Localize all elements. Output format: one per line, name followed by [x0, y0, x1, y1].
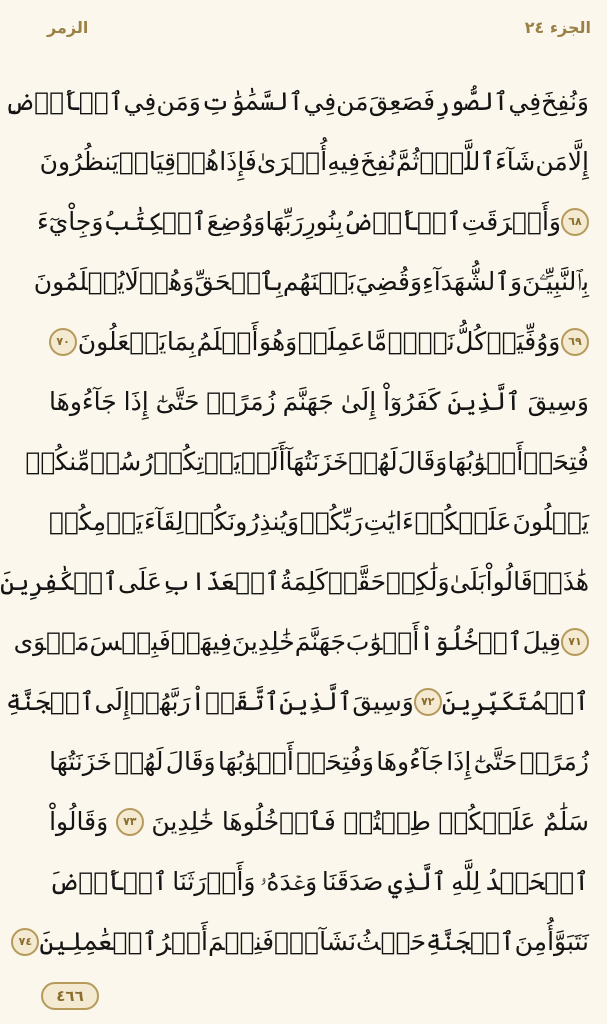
quran-word: بِٱلنَّبِيِّـۧنَ	[522, 267, 589, 296]
quran-word: فِيهِ	[327, 147, 361, 176]
ayah-number-marker: ٧٢	[414, 688, 442, 716]
quran-word: أَعۡلَمُ	[196, 327, 259, 356]
quran-word: ٱلۡحَمۡدُ	[485, 867, 589, 896]
quran-word: فُتِحَتۡ	[523, 447, 589, 476]
quran-word: أُخۡرَىٰ	[256, 147, 328, 176]
quran-word: ٱلسَّمَٰوَٰتِ	[200, 87, 304, 116]
quran-word: ٱلۡعَٰمِلِينَ	[39, 927, 158, 956]
quran-word: حَتَّىٰٓ	[473, 747, 518, 776]
quran-word: ٱلۡأَرۡضَ	[49, 867, 168, 896]
quran-word: وَسِيقَ	[527, 387, 589, 416]
quran-word: وَوُفِّيَتۡ	[486, 327, 561, 356]
surah-name: الزمر	[47, 17, 89, 37]
quran-word: بَيۡنَهُم	[282, 267, 356, 296]
quran-word: وَقَالُواْ	[49, 807, 109, 836]
quran-word: كُلُّ	[455, 327, 487, 356]
quran-word: يَأۡتِكُمۡ	[153, 447, 241, 476]
text-line	[36, 192, 589, 252]
quran-word: فِيهَاۖ	[170, 627, 232, 656]
quran-word: فَصَعِقَ	[368, 87, 436, 116]
quran-word: قِيَامٞ	[118, 147, 177, 176]
quran-word: رَبِّهَا	[265, 207, 304, 236]
quran-word: وَقَالَ	[165, 747, 216, 776]
ayah-number-marker: ٧٣	[116, 808, 144, 836]
quran-word: صَدَقَنَا	[321, 867, 384, 896]
quran-word: نُفِخَ	[360, 147, 396, 176]
text-line	[49, 312, 589, 372]
quran-word: بِٱلۡحَقِّ	[194, 267, 283, 296]
quran-word: ٱدۡخُلُوٓاْ	[419, 627, 523, 656]
quran-word: مَن	[535, 147, 568, 176]
quran-word: حَتَّىٰٓ	[155, 387, 200, 416]
quran-word: لِلَّهِ	[451, 867, 481, 896]
quran-word: عَلَى	[117, 567, 162, 596]
quran-word: خَٰلِدِينَ	[151, 807, 215, 836]
text-line	[0, 552, 589, 612]
quran-word: خَٰلِدِينَ	[231, 627, 295, 656]
quran-word: فَبِئۡسَ	[89, 627, 171, 656]
quran-word: طِبۡتُمۡ	[343, 807, 431, 836]
quran-word: ءَايَٰتِ	[363, 507, 414, 536]
quran-word: أَبۡوَٰبَ	[345, 627, 420, 656]
ayah-number-marker: ٧٤	[11, 928, 39, 956]
quran-word: ٱلۡأَرۡضُ	[343, 207, 462, 236]
quran-word: زُمَرًاۖ	[519, 747, 589, 776]
quran-word: جَآءُوهَا	[376, 747, 444, 776]
quran-word: وَهُوَ	[259, 327, 298, 356]
text-line	[4, 72, 589, 132]
quran-word: هُمۡ	[176, 147, 220, 176]
quran-word: ٱلۡأَرۡضِ	[4, 87, 124, 116]
quran-word: فَنِعۡمَ	[208, 927, 275, 956]
ayah-number-marker: ٧١	[561, 628, 589, 656]
ayah-number-marker: ٦٩	[561, 328, 589, 356]
text-line	[5, 672, 589, 732]
quran-word: رَبِّكُمۡ	[299, 507, 363, 536]
quran-word: مَّا	[366, 327, 388, 356]
quran-word: ٱلۡجَنَّةِ	[426, 927, 515, 956]
quran-word: لَا	[124, 267, 139, 296]
quran-word: نَفۡسٖ	[387, 327, 455, 356]
quran-word: لَهُمۡ	[114, 747, 164, 776]
quran-word: أَبۡوَٰبُهَا	[447, 447, 524, 476]
quran-word: وَأَشۡرَقَتِ	[461, 207, 561, 236]
quran-word: وَلَٰكِنۡ	[386, 567, 450, 596]
quran-word: سَلَٰمٌ	[543, 807, 589, 836]
quran-word: وَعۡدَهُۥ	[260, 867, 318, 896]
quran-word: جَآءُوهَا	[49, 387, 117, 416]
quran-word: كَلِمَةُ	[279, 567, 328, 596]
quran-word: فِي	[123, 87, 157, 116]
quran-word: لَهُمۡ	[348, 447, 398, 476]
page-header	[47, 10, 591, 44]
text-line	[49, 492, 589, 552]
quran-word: ٱلَّذِي	[387, 867, 447, 896]
quran-word: كَفَرُوٓاْ	[383, 387, 441, 416]
quran-word: ٱلۡجَنَّةِ	[5, 687, 95, 716]
quran-word: قَالُواْ	[485, 567, 533, 596]
quran-word: وَٱلشُّهَدَآءِ	[422, 267, 523, 296]
quran-word: ٱلَّذِينَ	[447, 387, 521, 416]
quran-word: فَٱدۡخُلُوهَا	[221, 807, 336, 836]
quran-word: زُمَرًاۖ	[206, 387, 276, 416]
quran-word: إِذَا	[123, 387, 149, 416]
juz-label: الجزء ٢٤	[524, 17, 591, 37]
ayah-number-marker: ٦٨	[561, 208, 589, 236]
text-line	[49, 792, 589, 852]
quran-word: إِلَىٰ	[340, 387, 377, 416]
quran-word: وَأَوۡرَثَنَا	[172, 867, 256, 896]
quran-word: وَجِاْيٓءَ	[36, 207, 104, 236]
text-line	[13, 612, 589, 672]
ayah-number-marker: ٧٠	[49, 328, 77, 356]
quran-word: يَتۡلُونَ	[512, 507, 589, 536]
text-line	[33, 252, 589, 312]
quran-word: وَفُتِحَتۡ	[296, 747, 374, 776]
quran-word: مِنَ	[514, 927, 548, 956]
quran-word: عَلَيۡكُمۡ	[414, 507, 512, 536]
quran-text	[0, 72, 589, 972]
quran-word: خَزَنَتُهَآ	[285, 447, 349, 476]
quran-word: فِي	[303, 87, 337, 116]
quran-word: ٱلَّذِينَ	[279, 687, 353, 716]
quran-word: حَقَّتۡ	[327, 567, 387, 596]
quran-word: أَبۡوَٰبُهَا	[217, 747, 294, 776]
quran-word: ثُمَّ	[395, 147, 420, 176]
quran-word: عَلَيۡكُمۡ	[438, 807, 536, 836]
quran-word: ٱلۡكَٰفِرِينَ	[0, 567, 118, 596]
quran-word: جَهَنَّمَ	[294, 627, 346, 656]
quran-word: ٱللَّهُۖ	[419, 147, 496, 176]
quran-word: وَمَن	[156, 87, 201, 116]
quran-word: وَقَالَ	[397, 447, 448, 476]
text-line	[25, 432, 589, 492]
text-line	[49, 852, 589, 912]
quran-word: نَتَبَوَّأُ	[547, 927, 589, 956]
quran-word: رَبَّهُمۡ	[129, 687, 191, 716]
quran-word: وَسِيقَ	[352, 687, 414, 716]
text-line	[39, 132, 589, 192]
quran-word: ٱتَّقَوۡاْ	[190, 687, 280, 716]
quran-word: ٱلۡكِتَٰبُ	[103, 207, 207, 236]
quran-word: وَوُضِعَ	[206, 207, 266, 236]
quran-word: مِّنكُمۡ	[25, 447, 91, 476]
quran-word: حَيۡثُ	[356, 927, 427, 956]
quran-word: وَقُضِيَ	[355, 267, 423, 296]
quran-word: مَثۡوَى	[13, 627, 90, 656]
quran-word: عَمِلَتۡ	[297, 327, 366, 356]
quran-word: هَٰذَاۚ	[532, 567, 589, 596]
text-line	[49, 732, 589, 792]
quran-word: وَنُفِخَ	[541, 87, 589, 116]
quran-word: يَفۡعَلُونَ	[77, 327, 167, 356]
text-line	[49, 372, 589, 432]
quran-word: لِقَآءَ	[144, 507, 184, 536]
quran-word: وَهُمۡ	[138, 267, 195, 296]
quran-word: يَوۡمِكُمۡ	[49, 507, 144, 536]
quran-word: فَإِذَا	[219, 147, 257, 176]
quran-word: ٱلۡعَذَابِ	[161, 567, 280, 596]
page-number-badge	[41, 982, 99, 1010]
quran-word: نَشَآءُۖ	[274, 927, 357, 956]
quran-word: إِلَى	[94, 687, 130, 716]
quran-word: مَن	[336, 87, 369, 116]
quran-word: بَلَىٰ	[449, 567, 486, 596]
quran-word: رُسُلٞ	[90, 447, 154, 476]
quran-word: ٱلۡمُتَكَبِّرِينَ	[441, 687, 589, 716]
page-number: ٤٦٦	[56, 987, 84, 1005]
text-line	[18, 912, 589, 972]
quran-word: أَلَمۡ	[240, 447, 286, 476]
quran-word: ٱلصُّورِ	[435, 87, 509, 116]
quran-word: يُظۡلَمُونَ	[33, 267, 125, 296]
quran-word: يَنظُرُونَ	[39, 147, 119, 176]
quran-word: إِذَا	[446, 747, 472, 776]
quran-word: خَزَنَتُهَا	[49, 747, 112, 776]
quran-word: أَجۡرُ	[157, 927, 208, 956]
quran-word: بِنُورِ	[303, 207, 344, 236]
quran-word: قِيلَ	[522, 627, 561, 656]
quran-word: بِمَا	[166, 327, 196, 356]
quran-word: وَيُنذِرُونَكُمۡ	[184, 507, 300, 536]
quran-word: إِلَّا	[567, 147, 589, 176]
quran-word: فِي	[508, 87, 542, 116]
quran-word: شَآءَ	[495, 147, 536, 176]
quran-word: جَهَنَّمَ	[282, 387, 334, 416]
